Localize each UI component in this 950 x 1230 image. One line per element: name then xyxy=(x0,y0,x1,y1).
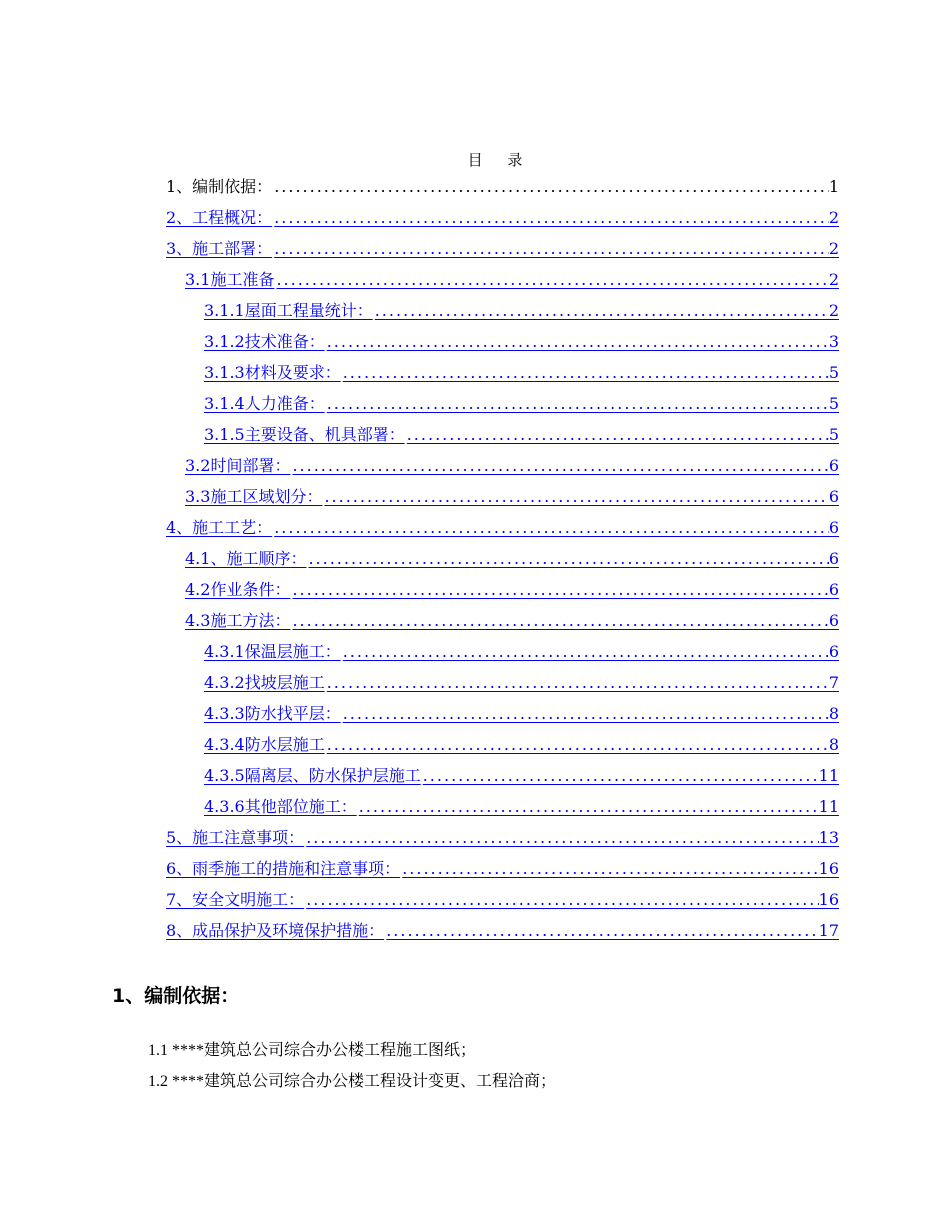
toc-page-number: 2 xyxy=(828,301,839,320)
toc-entry-label: 1、编制依据： xyxy=(166,177,273,196)
body-line: 1.1 ****建筑总公司综合办公楼工程施工图纸； xyxy=(148,1042,477,1059)
toc-entry[interactable] xyxy=(166,910,839,941)
toc-entry-label: 4.3.3防水找平层： xyxy=(204,704,341,723)
toc-entry-label: 3.3施工区域划分： xyxy=(185,487,323,506)
toc-entry[interactable] xyxy=(185,445,839,476)
toc-entry-label: 4、施工工艺： xyxy=(166,518,273,537)
toc-page-number: 11 xyxy=(818,797,839,816)
toc-leader-dots xyxy=(405,425,829,445)
toc-entry[interactable] xyxy=(204,693,839,724)
toc-entry-label: 3.1.3材料及要求： xyxy=(204,363,341,382)
toc-title: 目 录 xyxy=(467,151,533,169)
toc-page-number: 7 xyxy=(828,673,839,692)
toc-leader-dots xyxy=(325,735,829,755)
toc-leader-dots xyxy=(290,580,828,600)
toc-leader-dots xyxy=(325,673,829,693)
toc-page-number: 6 xyxy=(828,549,839,568)
toc-page-number: 8 xyxy=(828,704,839,723)
toc-page-number: 6 xyxy=(828,580,839,599)
toc-entry-label: 2、工程概况： xyxy=(166,208,273,227)
toc-entry[interactable] xyxy=(166,848,839,879)
toc-page-number: 16 xyxy=(818,859,839,878)
toc-entry[interactable] xyxy=(185,259,839,290)
toc-leader-dots xyxy=(272,208,829,228)
toc-page-number: 2 xyxy=(828,208,839,227)
toc-entry[interactable] xyxy=(166,197,839,228)
toc-entry[interactable] xyxy=(166,228,839,259)
toc-leader-dots xyxy=(384,921,818,941)
toc-leader-dots xyxy=(272,239,829,259)
toc-leader-dots xyxy=(272,518,829,538)
toc-page-number: 3 xyxy=(828,332,839,351)
toc-leader-dots xyxy=(325,332,829,352)
toc-page-number: 5 xyxy=(828,394,839,413)
toc-entry-label: 3.1.4人力准备： xyxy=(204,394,325,413)
toc-entry-label: 8、成品保护及环境保护措施： xyxy=(166,921,385,940)
toc-entry-label: 3.1.1屋面工程量统计： xyxy=(204,301,373,320)
toc-page-number: 6 xyxy=(828,456,839,475)
toc-page-number: 2 xyxy=(828,239,839,258)
toc-entry[interactable] xyxy=(204,786,839,817)
toc-page-number: 1 xyxy=(828,177,839,196)
toc-entry[interactable] xyxy=(185,476,839,507)
toc-entry[interactable] xyxy=(204,414,839,445)
toc-entry xyxy=(166,166,839,197)
toc-page-number: 11 xyxy=(818,766,839,785)
toc-entry[interactable] xyxy=(204,724,839,755)
toc-leader-dots xyxy=(322,487,828,507)
toc-entry[interactable] xyxy=(204,631,839,662)
toc-page-number: 6 xyxy=(828,518,839,537)
toc-page-number: 8 xyxy=(828,735,839,754)
toc-entry-label: 7、安全文明施工： xyxy=(166,890,305,909)
toc-page-number: 6 xyxy=(828,642,839,661)
toc-leader-dots xyxy=(272,177,829,197)
toc-entry-label: 4.3.4防水层施工 xyxy=(204,735,325,754)
toc-entry-label: 3.2时间部署： xyxy=(185,456,291,475)
toc-leader-dots xyxy=(325,394,829,414)
section-heading: 1、编制依据： xyxy=(112,985,240,1007)
toc-leader-dots xyxy=(304,828,818,848)
toc-entry-label: 4.3.6其他部位施工： xyxy=(204,797,357,816)
toc-page-number: 6 xyxy=(828,611,839,630)
toc-page-number: 17 xyxy=(818,921,839,940)
toc-entry-label: 4.3.1保温层施工： xyxy=(204,642,341,661)
toc-entry-label: 3.1.2技术准备： xyxy=(204,332,325,351)
toc-leader-dots xyxy=(341,363,829,383)
toc-entry[interactable] xyxy=(166,817,839,848)
toc-entry-label: 4.2作业条件： xyxy=(185,580,291,599)
toc-entry[interactable] xyxy=(166,507,839,538)
toc-entry[interactable] xyxy=(185,538,839,569)
toc-page-number: 6 xyxy=(828,487,839,506)
toc-entry-label: 3.1.5主要设备、机具部署： xyxy=(204,425,405,444)
toc-leader-dots xyxy=(341,704,829,724)
toc-page-number: 16 xyxy=(818,890,839,909)
toc-leader-dots xyxy=(357,797,819,817)
toc-page-number: 13 xyxy=(818,828,839,847)
toc-entry[interactable] xyxy=(204,290,839,321)
toc-entry[interactable] xyxy=(166,879,839,910)
toc-leader-dots xyxy=(421,766,819,786)
toc-entry-label: 6、雨季施工的措施和注意事项： xyxy=(166,859,401,878)
body-line: 1.2 ****建筑总公司综合办公楼工程设计变更、工程洽商； xyxy=(148,1073,557,1090)
toc-entry-label: 5、施工注意事项： xyxy=(166,828,305,847)
toc-entry[interactable] xyxy=(204,755,839,786)
toc-leader-dots xyxy=(373,301,829,321)
toc-leader-dots xyxy=(341,642,829,662)
toc-entry-label: 4.1、施工顺序： xyxy=(185,549,307,568)
toc-entry-label: 3.1施工准备 xyxy=(185,270,275,289)
toc-page-number: 5 xyxy=(828,425,839,444)
toc-leader-dots xyxy=(290,611,828,631)
toc-entry[interactable] xyxy=(185,600,839,631)
toc-leader-dots xyxy=(306,549,828,569)
toc-entry[interactable] xyxy=(204,352,839,383)
toc-entry-label: 3、施工部署： xyxy=(166,239,273,258)
toc-leader-dots xyxy=(304,890,818,910)
toc-entry[interactable] xyxy=(204,383,839,414)
toc-leader-dots xyxy=(400,859,818,879)
toc-leader-dots xyxy=(274,270,828,290)
toc-entry[interactable] xyxy=(185,569,839,600)
toc-entry-label: 4.3.5隔离层、防水保护层施工 xyxy=(204,766,421,785)
toc-entry[interactable] xyxy=(204,321,839,352)
toc-entry-label: 4.3施工方法： xyxy=(185,611,291,630)
toc-page-number: 5 xyxy=(828,363,839,382)
toc-page-number: 2 xyxy=(828,270,839,289)
toc-entry[interactable] xyxy=(204,662,839,693)
toc-leader-dots xyxy=(290,456,828,476)
toc-entry-label: 4.3.2找坡层施工 xyxy=(204,673,325,692)
